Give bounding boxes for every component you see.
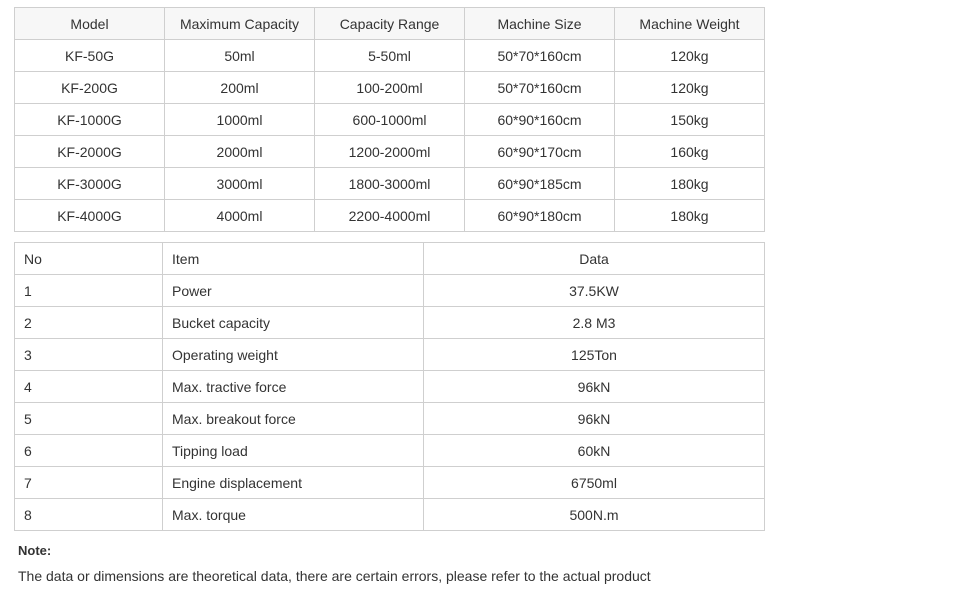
max-capacity-cell: 2000ml [165,136,315,168]
machine-size-cell: 60*90*185cm [465,168,615,200]
header-maximum-capacity: Maximum Capacity [165,8,315,40]
note-title: Note: [18,543,52,558]
table-row [15,435,765,467]
model-cell: KF-200G [15,72,165,104]
capacity-range-cell: 100-200ml [315,72,465,104]
item-cell: Operating weight [163,339,424,371]
no-cell: 2 [15,307,163,339]
machine-size-cell: 60*90*180cm [465,200,615,232]
no-cell: 4 [15,371,163,403]
max-capacity-cell: 50ml [165,40,315,72]
model-cell: KF-50G [15,40,165,72]
capacity-range-cell: 5-50ml [315,40,465,72]
no-cell: 8 [15,499,163,531]
header-capacity-range: Capacity Range [315,8,465,40]
max-capacity-cell: 200ml [165,72,315,104]
table-row [15,136,765,168]
table-row [15,499,765,531]
item-cell: Max. tractive force [163,371,424,403]
machine-weight-cell: 120kg [615,72,765,104]
machine-weight-cell: 150kg [615,104,765,136]
model-cell: KF-3000G [15,168,165,200]
table-row [15,104,765,136]
machine-size-cell: 60*90*170cm [465,136,615,168]
item-cell: Power [163,275,424,307]
header-item: Item [163,243,424,275]
no-cell: 3 [15,339,163,371]
data-cell: 96kN [424,403,765,435]
machine-weight-cell: 160kg [615,136,765,168]
no-cell: 7 [15,467,163,499]
max-capacity-cell: 3000ml [165,168,315,200]
model-cell: KF-4000G [15,200,165,232]
model-cell: KF-1000G [15,104,165,136]
capacity-range-cell: 1200-2000ml [315,136,465,168]
no-cell: 5 [15,403,163,435]
data-cell: 37.5KW [424,275,765,307]
machine-size-cell: 60*90*160cm [465,104,615,136]
machine-weight-cell: 120kg [615,40,765,72]
max-capacity-cell: 4000ml [165,200,315,232]
table-row [15,40,765,72]
header-data: Data [424,243,765,275]
table-row [15,200,765,232]
item-cell: Max. breakout force [163,403,424,435]
header-machine-size: Machine Size [465,8,615,40]
header-no: No [15,243,163,275]
no-cell: 6 [15,435,163,467]
specs-table [14,242,765,531]
table-row [15,275,765,307]
item-cell: Engine displacement [163,467,424,499]
machine-weight-cell: 180kg [615,200,765,232]
table-row [15,403,765,435]
data-cell: 6750ml [424,467,765,499]
note-text: The data or dimensions are theoretical data, there are certain errors, please refer to the actual product [18,568,651,584]
machine-size-cell: 50*70*160cm [465,72,615,104]
machine-size-cell: 50*70*160cm [465,40,615,72]
max-capacity-cell: 1000ml [165,104,315,136]
data-cell: 60kN [424,435,765,467]
table-row [15,168,765,200]
data-cell: 96kN [424,371,765,403]
specs-header-row [15,243,765,275]
item-cell: Tipping load [163,435,424,467]
data-cell: 500N.m [424,499,765,531]
item-cell: Max. torque [163,499,424,531]
header-machine-weight: Machine Weight [615,8,765,40]
models-header-row [15,8,765,40]
table-row [15,72,765,104]
table-row [15,467,765,499]
capacity-range-cell: 600-1000ml [315,104,465,136]
capacity-range-cell: 1800-3000ml [315,168,465,200]
no-cell: 1 [15,275,163,307]
machine-weight-cell: 180kg [615,168,765,200]
models-table [14,7,765,232]
item-cell: Bucket capacity [163,307,424,339]
data-cell: 125Ton [424,339,765,371]
data-cell: 2.8 M3 [424,307,765,339]
model-cell: KF-2000G [15,136,165,168]
table-row [15,307,765,339]
table-row [15,339,765,371]
capacity-range-cell: 2200-4000ml [315,200,465,232]
header-model: Model [15,8,165,40]
table-row [15,371,765,403]
